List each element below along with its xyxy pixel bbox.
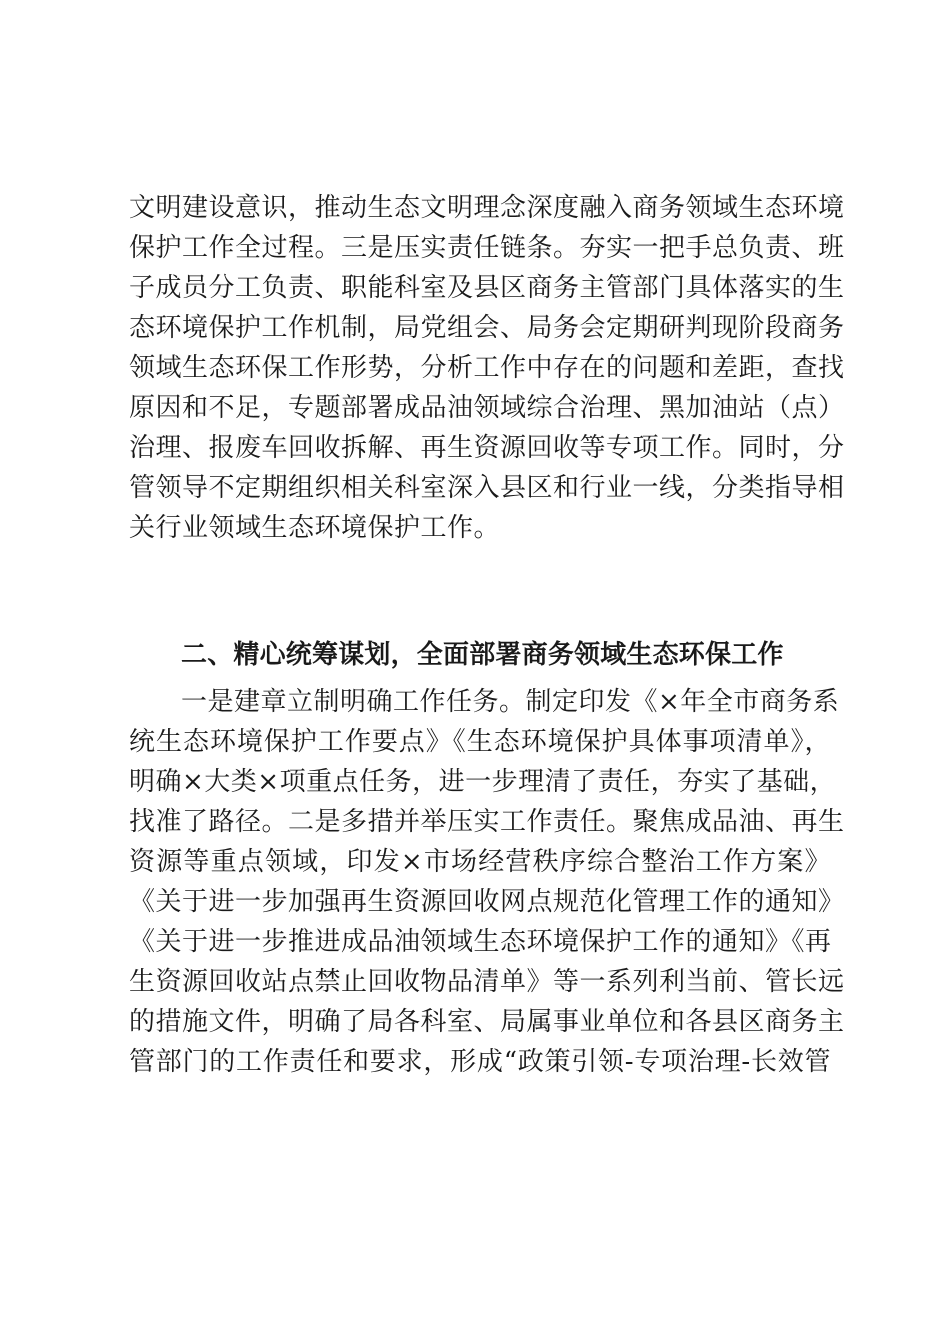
paragraph-line: 子成员分工负责、职能科室及县区商务主管部门具体落实的生 bbox=[129, 273, 845, 303]
paragraph-line: 关行业领域生态环境保护工作。 bbox=[129, 513, 501, 543]
paragraph-line: 管领导不定期组织相关科室深入县区和行业一线，分类指导相 bbox=[129, 473, 845, 503]
paragraph-line: 一是建章立制明确工作任务。制定印发《×年全市商务系 bbox=[181, 687, 840, 717]
paragraph-line: 资源等重点领域，印发×市场经营秩序综合整治工作方案》 bbox=[129, 847, 831, 877]
paragraph-responsibility-chain bbox=[129, 188, 845, 548]
section-heading-block bbox=[129, 635, 831, 675]
paragraph-line: 《关于进一步加强再生资源回收网点规范化管理工作的通知》 bbox=[129, 887, 845, 917]
paragraph-line: 治理、报废车回收拆解、再生资源回收等专项工作。同时，分 bbox=[129, 433, 845, 463]
paragraph-line: 领域生态环保工作形势，分析工作中存在的问题和差距，查找 bbox=[129, 353, 845, 383]
paragraph-line: 原因和不足，专题部署成品油领域综合治理、黑加油站（点） bbox=[129, 393, 845, 423]
paragraph-line: 生资源回收站点禁止回收物品清单》等一系列利当前、管长远 bbox=[129, 967, 845, 997]
paragraph-line: 管部门的工作责任和要求，形成“政策引领-专项治理-长效管 bbox=[129, 1047, 831, 1077]
paragraph-line: 《关于进一步推进成品油领域生态环境保护工作的通知》《再 bbox=[129, 927, 832, 957]
paragraph-line: 统生态环境保护工作要点》《生态环境保护具体事项清单》， bbox=[129, 727, 831, 757]
section-heading: 二、精心统筹谋划，全面部署商务领域生态环保工作 bbox=[181, 640, 784, 670]
paragraph-line: 的措施文件，明确了局各科室、局属事业单位和各县区商务主 bbox=[129, 1007, 845, 1037]
paragraph-line: 文明建设意识，推动生态文明理念深度融入商务领域生态环境 bbox=[129, 193, 845, 223]
paragraph-line: 态环境保护工作机制，局党组会、局务会定期研判现阶段商务 bbox=[129, 313, 845, 343]
paragraph-line: 保护工作全过程。三是压实责任链条。夯实一把手总负责、班 bbox=[129, 233, 845, 263]
paragraph-line: 找准了路径。二是多措并举压实工作责任。聚焦成品油、再生 bbox=[129, 807, 845, 837]
paragraph-planning bbox=[129, 682, 845, 1082]
paragraph-line: 明确×大类×项重点任务，进一步理清了责任，夯实了基础， bbox=[129, 767, 837, 797]
